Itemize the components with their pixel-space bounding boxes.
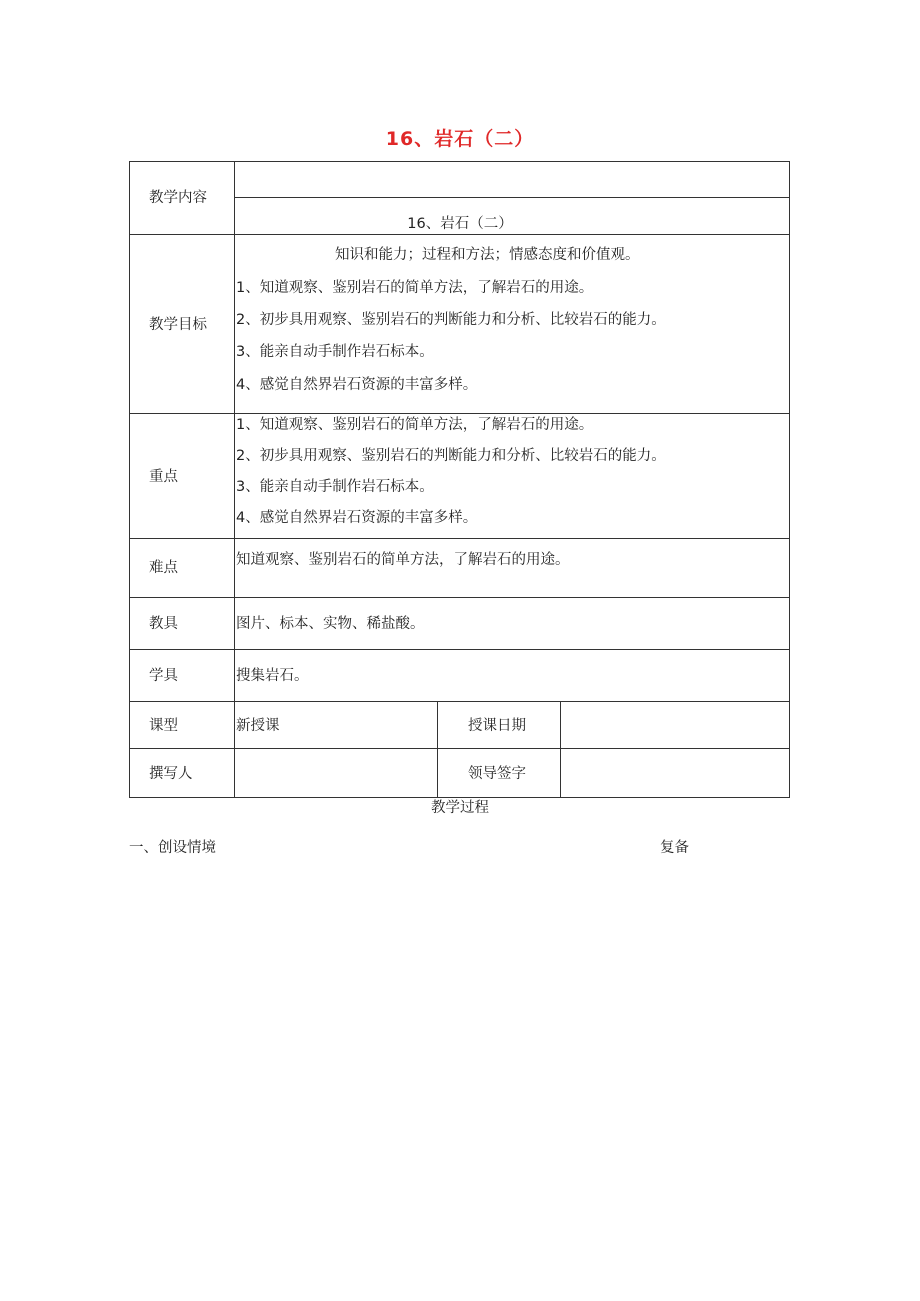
author-label: 撰写人 [149,766,193,782]
table-divider [129,748,790,749]
key-point-item: 3、能亲自动手制作岩石标本。 [236,479,434,495]
table-divider [234,197,790,198]
table-border-top [129,161,790,162]
table-border-left [129,161,130,798]
content-label: 教学内容 [149,190,207,206]
goal-item: 4、感觉自然界岩石资源的丰富多样。 [236,377,478,393]
table-divider [129,234,790,235]
table-divider [129,701,790,702]
goal-item: 3、能亲自动手制作岩石标本。 [236,344,434,360]
lesson-date-label: 授课日期 [468,718,526,734]
teaching-tools-value: 图片、标本、实物、稀盐酸。 [236,616,425,632]
goal-item: 1、知道观察、鉴别岩石的简单方法，了解岩石的用途。 [236,280,594,296]
section-heading: 一、创设情境 [129,840,216,856]
learning-tools-value: 搜集岩石。 [236,668,309,684]
table-divider [129,597,790,598]
lesson-type-label: 课型 [149,718,178,734]
table-divider [129,413,790,414]
teaching-process-heading: 教学过程 [431,800,489,816]
difficulty-label: 难点 [149,560,178,576]
teaching-tools-label: 教具 [149,616,178,632]
review-label: 复备 [660,840,689,856]
difficulty-value: 知道观察、鉴别岩石的简单方法，了解岩石的用途。 [236,552,570,568]
learning-tools-label: 学具 [149,668,178,684]
table-column-divider [234,161,235,798]
goals-label: 教学目标 [149,317,207,333]
table-divider [129,649,790,650]
table-column-divider [560,701,561,798]
key-point-item: 4、感觉自然界岩石资源的丰富多样。 [236,510,478,526]
table-divider [129,538,790,539]
key-points-label: 重点 [149,469,178,485]
table-border-right [789,161,790,798]
content-value: 16、岩石（二） [407,216,513,232]
key-point-item: 2、初步具用观察、鉴别岩石的判断能力和分析、比较岩石的能力。 [236,448,666,464]
lesson-type-value: 新授课 [236,718,280,734]
goals-intro: 知识和能力；过程和方法；情感态度和价值观。 [335,247,640,263]
table-column-divider [437,701,438,798]
key-point-item: 1、知道观察、鉴别岩石的简单方法，了解岩石的用途。 [236,417,594,433]
leader-signature-label: 领导签字 [468,766,526,782]
goal-item: 2、初步具用观察、鉴别岩石的判断能力和分析、比较岩石的能力。 [236,312,666,328]
document-title: 16、岩石（二） [385,128,535,150]
